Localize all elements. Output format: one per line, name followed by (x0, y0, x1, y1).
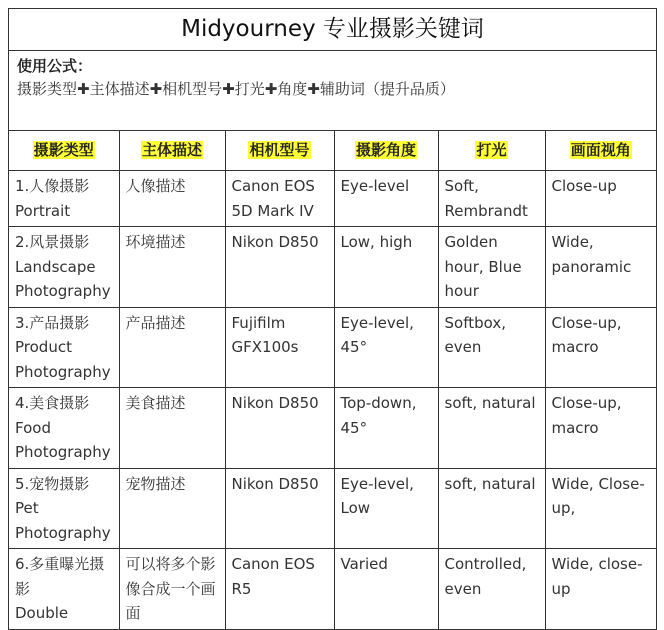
table-cell: Nikon D850 (225, 388, 334, 469)
table-cell: Wide, close-up (545, 549, 656, 630)
table-cell: Close-up (545, 171, 656, 227)
column-header (438, 131, 545, 171)
table-row (9, 307, 656, 388)
table-cell: Wide, Close-up, (545, 468, 656, 549)
formula-text: 摄影类型✚主体描述✚相机型号✚打光✚角度✚辅助词（提升品质） (17, 80, 455, 98)
table-cell: soft, natural (438, 388, 545, 469)
table-cell: 1.人像摄影 Portrait (9, 171, 119, 227)
table-cell: Fujifilm GFX100s (225, 307, 334, 388)
table-cell: 宠物描述 (119, 468, 225, 549)
page-title: Midyourney 专业摄影关键词 (9, 9, 656, 51)
table-cell: 环境描述 (119, 227, 225, 308)
table-cell: Top-down, 45° (334, 388, 438, 469)
table-cell: 4.美食摄影 Food Photography (9, 388, 119, 469)
formula-section (9, 51, 656, 131)
table-cell: 5.宠物摄影 Pet Photography (9, 468, 119, 549)
keyword-table (9, 131, 656, 630)
table-cell: Canon EOS R5 (225, 549, 334, 630)
table-row (9, 388, 656, 469)
table-cell: Close-up, macro (545, 388, 656, 469)
table-cell: 6.多重曝光摄影 Double (9, 549, 119, 630)
table-cell: Low, high (334, 227, 438, 308)
column-header-label: 画面视角 (570, 141, 631, 160)
table-cell: Nikon D850 (225, 468, 334, 549)
column-header-label: 打光 (476, 141, 507, 160)
column-header (225, 131, 334, 171)
table-cell: Eye-level, 45° (334, 307, 438, 388)
column-header-label: 摄影类型 (33, 141, 94, 160)
column-header-label: 主体描述 (141, 141, 202, 160)
table-row (9, 549, 656, 630)
table-row (9, 171, 656, 227)
table-cell: Wide, panoramic (545, 227, 656, 308)
table-cell: Softbox, even (438, 307, 545, 388)
table-cell: 美食描述 (119, 388, 225, 469)
table-cell: Controlled, even (438, 549, 545, 630)
table-cell: Eye-level (334, 171, 438, 227)
table-cell: Nikon D850 (225, 227, 334, 308)
column-header-label: 摄影角度 (355, 141, 416, 160)
column-header-label: 相机型号 (249, 141, 310, 160)
table-cell: 2.风景摄影 Landscape Photography (9, 227, 119, 308)
table-cell: 可以将多个影像合成一个画面 (119, 549, 225, 630)
column-header (334, 131, 438, 171)
table-cell: Canon EOS 5D Mark IV (225, 171, 334, 227)
table-row (9, 227, 656, 308)
table-cell: 人像描述 (119, 171, 225, 227)
table-cell: Close-up, macro (545, 307, 656, 388)
document (8, 8, 657, 630)
table-cell: Eye-level, Low (334, 468, 438, 549)
formula-label: 使用公式： (17, 57, 93, 75)
table-cell: 产品描述 (119, 307, 225, 388)
table-row (9, 468, 656, 549)
column-header (119, 131, 225, 171)
table-cell: Golden hour, Blue hour (438, 227, 545, 308)
table-cell: Soft, Rembrandt (438, 171, 545, 227)
column-header (545, 131, 656, 171)
table-cell: Varied (334, 549, 438, 630)
table-cell: 3.产品摄影 Product Photography (9, 307, 119, 388)
table-cell: soft, natural (438, 468, 545, 549)
column-header (9, 131, 119, 171)
